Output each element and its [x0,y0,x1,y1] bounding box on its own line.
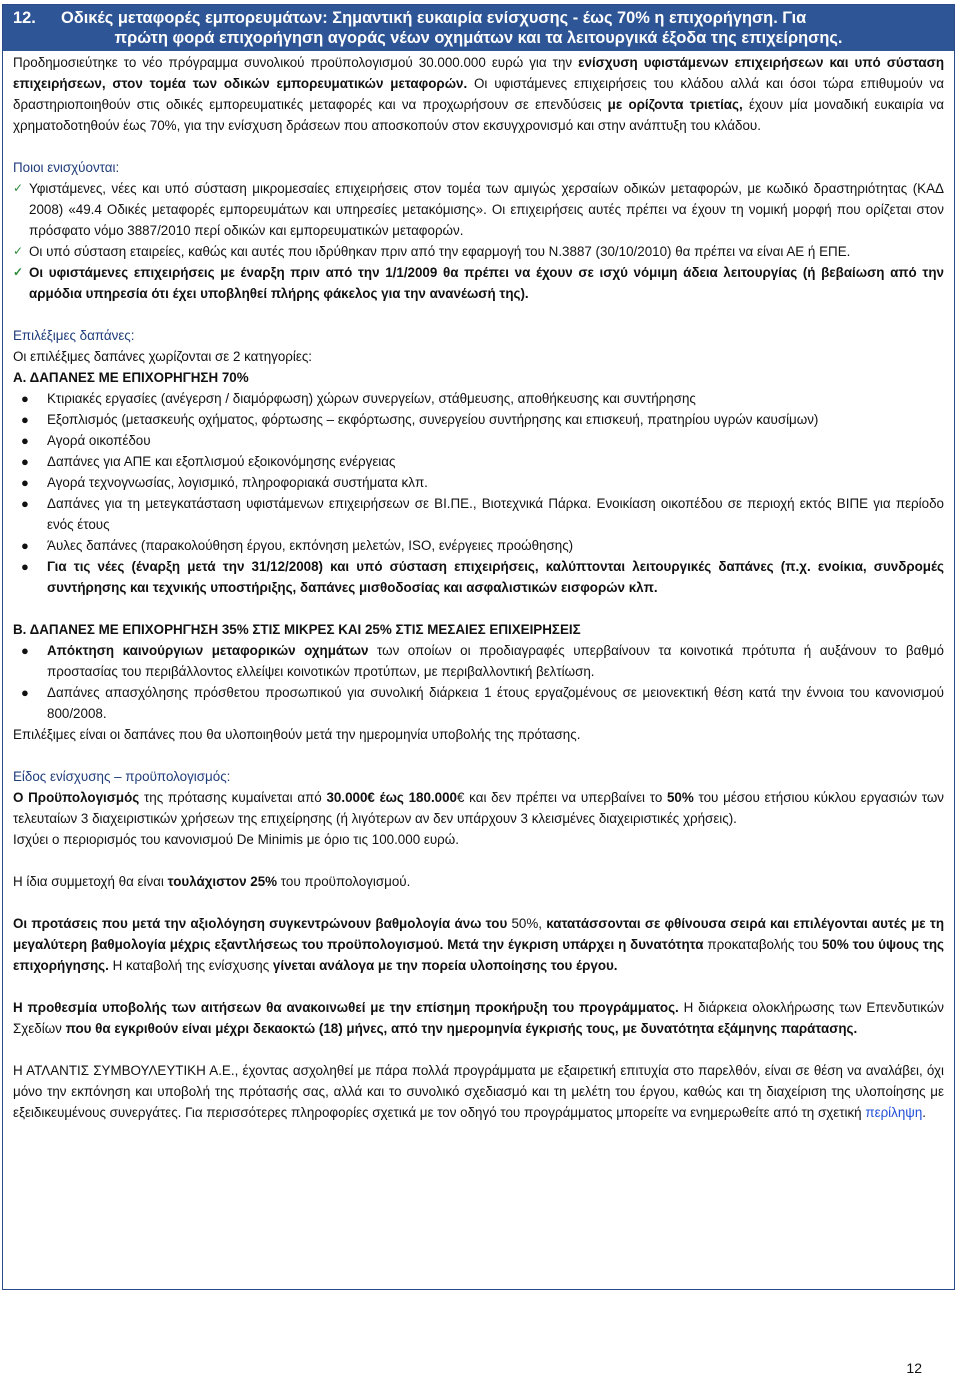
evaluation-bold: γίνεται ανάλογα με την πορεία υλοποίησης του έργου. [272,958,618,973]
list-item-text: Οι υπό σύσταση εταιρείες, καθώς και αυτές που ιδρύθηκαν πριν από την εφαρμογή του Ν.3887 (30/10/2010) θα πρέπει να είναι ΑΕ ή ΕΠΕ. [29,244,851,259]
list-item-text: Αγορά τεχνογνωσίας, λογισμικό, πληροφοριακά συστήματα κλπ. [47,475,428,490]
list-item [13,682,944,724]
section-title-line1: Οδικές μεταφορές εμπορευμάτων: Σημαντική ευκαιρία ενίσχυσης - έως 70% η επιχορήγηση. Για [61,9,807,27]
bullet-icon: ● [21,433,29,448]
who-heading: Ποιοι ενισχύονται: [13,160,120,175]
budget-text: της πρότασης κυμαίνεται από [139,790,327,805]
list-item [13,178,944,241]
list-item-text: Δαπάνες απασχόλησης πρόσθετου προσωπικού για συνολική διάρκεια 1 έτους εργαζομένους σε μειονεκτική θέση κατά την έννοια του κανονισμού 800/2008. [47,685,944,721]
closing-end: . [922,1105,927,1120]
list-item-bold: Απόκτηση καινούργιων μεταφορικών οχημάτων [47,643,369,658]
intro-bold: ενίσχυση υφιστάμενων επιχειρήσεων και υπό σύσταση επιχειρήσεων, στον τομέα των οδικών εμπορευματικών μεταφορών. [13,55,945,91]
list-item [13,430,944,451]
bullet-icon: ● [21,496,29,511]
document-frame [2,4,955,1290]
de-minimis-note: Ισχύει ο περιορισμός του κανονισμού De Minimis με όριο τις 100.000 ευρώ. [13,832,459,847]
check-icon: ✓ [13,181,24,195]
list-item [13,556,944,598]
list-item-text: Κτιριακές εργασίες (ανέγερση / διαμόρφωση) χώρων συνεργείων, στάθμευσης, αποθήκευσης και συντήρησης [47,391,696,406]
list-item [13,262,944,304]
budget-bold: 50% [666,790,694,805]
category-b-title: Β. ΔΑΠΑΝΕΣ ΜΕ ΕΠΙΧΟΡΗΓΗΣΗ 35% ΣΤΙΣ ΜΙΚΡΕΣ ΚΑΙ 25% ΣΤΙΣ ΜΕΣΑΙΕΣ ΕΠΙΧΕΙΡΗΣΕΙΣ [13,622,581,637]
list-item-text: Δαπάνες για τη μετεγκατάσταση υφιστάμενων επιχειρήσεων σε ΒΙ.ΠΕ., Βιοτεχνικά Πάρκα. Ενοικίαση οικοπέδου σε περιοχή εκτός ΒΙΠΕ για περίοδο ενός έτους [47,496,944,532]
intro-paragraph [13,52,944,136]
document-body [3,51,954,1123]
category-a-list [13,388,944,598]
list-item-text: Αγορά οικοπέδου [47,433,151,448]
deadline-bold: που θα εγκριθούν είναι μέχρι δεκαοκτώ (18) μήνες, από την ημερομηνία έγκρισής τους, με δυνατότητα εξάμηνης παράτασης. [65,1021,858,1036]
evaluation-text: 50%, [507,916,547,931]
evaluation-text: προκαταβολής του [703,937,822,952]
list-item-text: Άυλες δαπάνες (παρακολούθηση έργου, εκπόνηση μελετών, ISO, ενέργειες προώθησης) [47,538,574,553]
budget-bold: τουλάχιστον 25% [167,874,278,889]
deadline-text: Η διάρκεια ολοκλήρωσης των Επενδυτικών Σχεδίων [13,1000,944,1036]
list-item-text: Οι υφιστάμενες επιχειρήσεις με έναρξη πριν από την 1/1/2009 θα πρέπει να έχουν σε ισχύ νόμιμη άδεια λειτουργίας (ή βεβαίωση από την αρμόδια υπηρεσία ότι έχει υποβληθεί πλήρης φάκελος για την ανανέωσή της). [29,265,944,301]
list-item [13,640,944,682]
list-item-text: Υφιστάμενες, νέες και υπό σύσταση μικρομεσαίες επιχειρήσεις στον τομέα των αμιγώς χερσαίων οδικών μεταφορών, με κωδικό δραστηριότητας (ΚΑΔ 2008) «49.4 Οδικές μεταφορές εμπορευμάτων και υπηρεσίες μετακόμισης». Οι επιχειρήσεις αυτές πρέπει να έχουν τη νομική μορφή που ορίζεται στον πρόσφατο νόμο 3887/2010 περί οδικών και εμπορευματικών μεταφορών. [29,181,944,238]
bullet-icon: ● [21,559,29,574]
budget-heading: Είδος ενίσχυσης – προϋπολογισμός: [13,769,231,784]
deadline-bold: Η προθεσμία υποβολής των αιτήσεων θα ανακοινωθεί με την επίσημη προκήρυξη του προγράμματος. [13,1000,679,1015]
list-item [13,241,944,262]
list-item [13,388,944,409]
list-item-text: των οποίων οι προδιαγραφές υπερβαίνουν τα κοινοτικά πρότυπα ή αυξάνουν το βαθμό προστασίας του περιβάλλοντος ελλείψει κοινοτικών προτύπων, με περιβαλλοντική βελτίωση. [47,643,944,679]
bullet-icon: ● [21,454,29,469]
budget-text: του προϋπολογισμού. [277,874,411,889]
bullet-icon: ● [21,475,29,490]
check-icon: ✓ [13,265,24,279]
list-item [13,493,944,535]
list-item-text: Για τις νέες (έναρξη μετά την 31/12/2008) και υπό σύσταση επιχειρήσεις, καλύπτονται λειτουργικές δαπάνες (π.χ. ενοίκια, συνδρομές συντήρησης και τεχνικής υποστήριξης, δαπάνες μισθοδοσίας και ασφαλιστικών εισφορών κλπ. [47,559,944,595]
eligible-heading: Επιλέξιμες δαπάνες: [13,328,135,343]
category-a-title: Α. ΔΑΠΑΝΕΣ ΜΕ ΕΠΙΧΟΡΗΓΗΣΗ 70% [13,370,249,385]
intro-text: Οι υφιστάμενες επιχειρήσεις του κλάδου αλλά και όσοι τώρα επιθυμούν να δραστηριοποιηθούν στις οδικές εμπορευματικές μεταφορές και να προχωρήσουν σε επενδύσεις [13,76,944,112]
budget-paragraph [13,787,944,829]
intro-text: Προδημοσιεύτηκε το νέο πρόγραμμα συνολικού προϋπολογισμού 30.000.000 ευρώ για την [13,55,579,70]
bullet-icon: ● [21,412,29,427]
evaluation-bold: κατατάσσονται σε φθίνουσα σειρά και επιλέγονται αυτές με τη μεγαλύτερη βαθμολογία μέχρις εξαντλήσεως του προϋπολογισμού. Μετά την έγκριση υπάρχει η δυνατότητα [13,916,945,952]
evaluation-bold: 50% του ύψους της επιχορήγησης. [13,937,944,973]
check-icon: ✓ [13,244,24,258]
budget-text: € και δεν πρέπει να υπερβαίνει το [457,790,667,805]
list-item [13,451,944,472]
budget-text: του μέσου ετήσιου κύκλου εργασιών των τελευταίων 3 διαχειριστικών χρήσεων της επιχείρησης (ή λιγότερων αν δεν υπάρχουν 3 κλεισμένες διαχειριστικές χρήσεις). [13,790,944,826]
budget-text: Η ίδια συμμετοχή θα είναι [13,874,168,889]
evaluation-text: Η καταβολή της ενίσχυσης [108,958,273,973]
evaluation-bold: Οι προτάσεις που μετά την αξιολόγηση συγκεντρώνουν βαθμολογία άνω του [13,916,508,931]
own-contribution [13,871,944,892]
bullet-icon: ● [21,643,29,658]
who-list [13,178,944,304]
intro-text: έχουν μία μοναδική ευκαιρία να χρηματοδοτηθούν έως 70%, για την ενίσχυση δράσεων που αποσκοπούν στον εκσυγχρονισμό και στην ανάπτυξη του κλάδου. [13,97,944,133]
list-item-text: Δαπάνες για ΑΠΕ και εξοπλισμού εξοικονόμησης ενέργειας [47,454,396,469]
section-number: 12. [13,9,36,27]
list-item [13,535,944,556]
bullet-icon: ● [21,538,29,553]
category-b-list [13,640,944,724]
intro-bold: με ορίζοντα τριετίας, [607,97,743,112]
section-title-line2: πρώτη φορά επιχορήγηση αγοράς νέων οχημάτων και τα λειτουργικά έξοδα της επιχείρησης. [114,29,843,47]
budget-bold: 30.000€ έως 180.000 [326,790,458,805]
list-item-text: Εξοπλισμός (μετασκευής οχήματος, φόρτωσης – εκφόρτωσης, συνεργείου συντήρησης και επισκευή, πρατηρίου υγρών καυσίμων) [47,412,819,427]
bullet-icon: ● [21,685,29,700]
eligible-intro: Οι επιλέξιμες δαπάνες χωρίζονται σε 2 κατηγορίες: [13,349,313,364]
evaluation-paragraph [13,913,944,976]
closing-text: Η ΑΤΛΑΝΤΙΣ ΣΥΜΒΟΥΛΕΥΤΙΚΗ Α.Ε., έχοντας ασχοληθεί με πάρα πολλά προγράμματα με εξαιρετική επιτυχία στο παρελθόν, είναι σε θέση να αναλάβει, όχι μόνο την εκπόνηση και υποβολή της πρότασής σας, αλλά και το συνολικό σχεδιασμό και τη μελέτη του έργου, καθώς και τη διαχείριση της υλοποίησης με εξειδικευμένους συνεργάτες. Για περισσότερες πληροφορίες σχετικά με τον οδηγό του προγράμματος μπορείτε να ενημερωθείτε από τη σχετική [13,1063,944,1120]
budget-bold: Ο Προϋπολογισμός [13,790,140,805]
list-item [13,409,944,430]
deadline-paragraph [13,997,944,1039]
section-header [3,5,954,51]
summary-link[interactable]: περίληψη [865,1105,923,1120]
list-item [13,472,944,493]
closing-paragraph [13,1060,944,1123]
bullet-icon: ● [21,391,29,406]
page-number: 12 [906,1360,922,1376]
eligible-note: Επιλέξιμες είναι οι δαπάνες που θα υλοποιηθούν μετά την ημερομηνία υποβολής της πρότασης. [13,727,581,742]
